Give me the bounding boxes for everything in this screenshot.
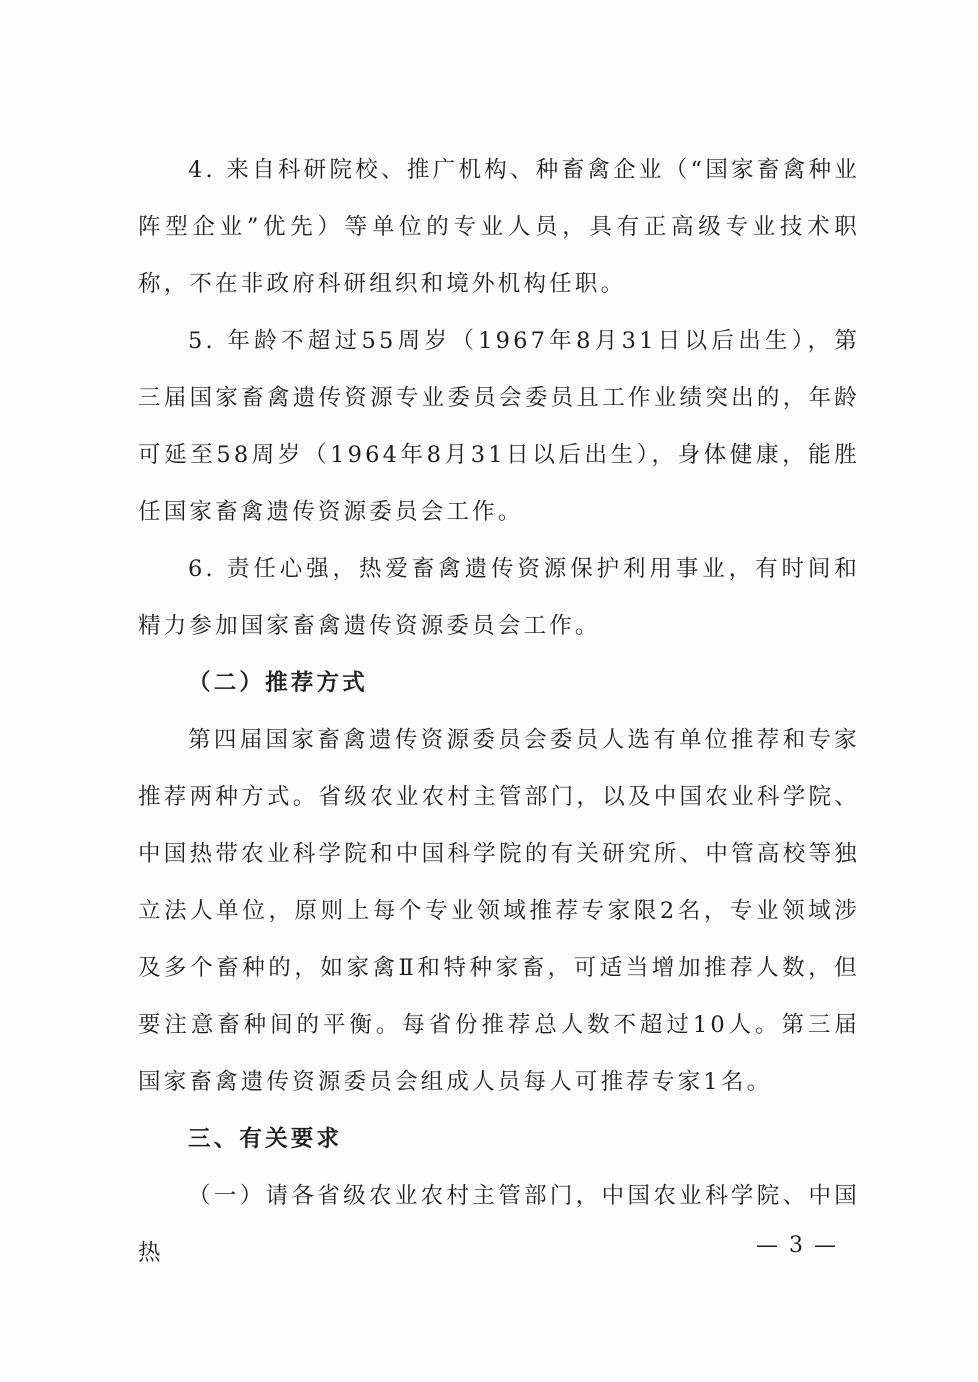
paragraph-item-5: 5. 年龄不超过55周岁（1967年8月31日以后出生），第三届国家畜禽遗传资源专业委员会委员且工作业绩突出的，年龄可延至58周岁（1964年8月31日以后出生），身体健康，能胜任国家畜禽遗传资源委员会工作。 <box>138 328 860 525</box>
paragraph-item-4: 4. 来自科研院校、推广机构、种畜禽企业（“国家畜禽种业阵型企业”优先）等单位的专业人员，具有正高级专业技术职称，不在非政府科研组织和境外机构任职。 <box>138 157 860 297</box>
paragraph-recommend-method: 第四届国家畜禽遗传资源委员会委员人选有单位推荐和专家推荐两种方式。省级农业农村主管部门，以及中国农业科学院、中国热带农业科学院和中国科学院的有关研究所、中管高校等独立法人单位，原则上每个专业领域推荐专家限2名，专业领域涉及多个畜种的，如家禽Ⅱ和特种家畜，可适当增加推荐人数，但要注意畜种间的平衡。每省份推荐总人数不超过10人。第三届国家畜禽遗传资源委员会组成人员每人可推荐专家1名。 <box>138 727 860 1095</box>
document-body <box>138 142 860 1282</box>
section-heading-requirements: 三、有关要求 <box>188 1126 343 1152</box>
paragraph-item-6: 6. 责任心强，热爱畜禽遗传资源保护利用事业，有时间和精力参加国家畜禽遗传资源委员会工作。 <box>138 556 860 639</box>
section-heading-recommend-method: （二）推荐方式 <box>188 670 368 696</box>
page-number: — 3 — <box>756 1233 838 1258</box>
paragraph-requirement-1: （一）请各省级农业农村主管部门，中国农业科学院、中国热 <box>138 1183 860 1266</box>
